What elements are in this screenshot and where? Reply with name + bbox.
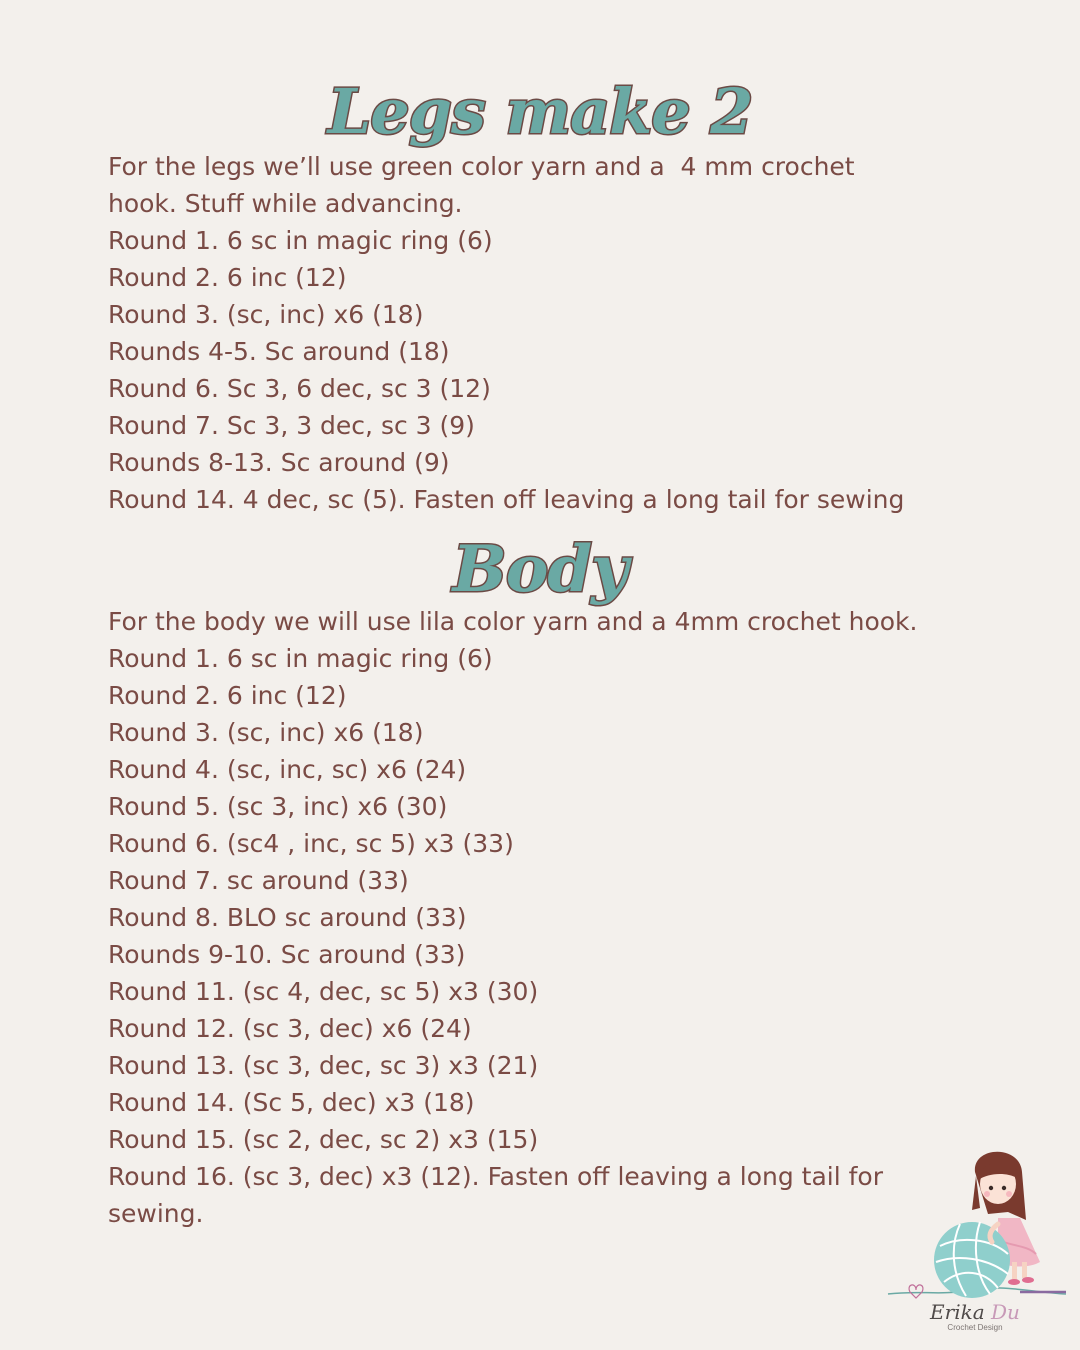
body-line: Round 6. (sc4 , inc, sc 5) x3 (33) [108,829,514,858]
body-instructions [108,603,1008,1232]
body-line: Round 4. (sc, inc, sc) x6 (24) [108,755,467,784]
legs-line: Round 2. 6 inc (12) [108,263,347,292]
legs-instructions [108,148,1008,518]
legs-line: Round 1. 6 sc in magic ring (6) [108,226,493,255]
girl-with-yarn-ball-icon [880,1150,1070,1300]
body-line: Round 12. (sc 3, dec) x6 (24) [108,1014,472,1043]
legs-line: Round 3. (sc, inc) x6 (18) [108,300,424,329]
body-line: Round 1. 6 sc in magic ring (6) [108,644,493,673]
brand-logo [880,1150,1070,1340]
body-line: Round 13. (sc 3, dec, sc 3) x3 (21) [108,1051,539,1080]
body-line: Round 8. BLO sc around (33) [108,903,467,932]
body-line: For the body we will use lila color yarn and a 4mm crochet hook. [108,607,918,636]
brand-tagline: Crochet Design [947,1323,1003,1332]
body-line: Round 14. (Sc 5, dec) x3 (18) [108,1088,475,1117]
brand-name-first: Erika [930,1300,985,1324]
legs-line: Rounds 8-13. Sc around (9) [108,448,450,477]
body-line: Round 5. (sc 3, inc) x6 (30) [108,792,448,821]
legs-line: Round 7. Sc 3, 3 dec, sc 3 (9) [108,411,475,440]
body-line: Rounds 9-10. Sc around (33) [108,940,466,969]
legs-line: For the legs we’ll use green color yarn and a 4 mm crochet [108,152,855,181]
body-line: Round 3. (sc, inc) x6 (18) [108,718,424,747]
brand-name-last: Du [991,1300,1020,1324]
body-heading: Body [452,532,628,607]
body-line: Round 15. (sc 2, dec, sc 2) x3 (15) [108,1125,539,1154]
brand-name [880,1300,1070,1324]
legs-line: Round 6. Sc 3, 6 dec, sc 3 (12) [108,374,491,403]
body-line: Round 2. 6 inc (12) [108,681,347,710]
body-line: Round 11. (sc 4, dec, sc 5) x3 (30) [108,977,539,1006]
body-line: Round 16. (sc 3, dec) x3 (12). Fasten off leaving a long tail for [108,1162,883,1191]
legs-line: Round 14. 4 dec, sc (5). Fasten off leaving a long tail for sewing [108,485,905,514]
legs-line: hook. Stuff while advancing. [108,189,463,218]
legs-line: Rounds 4-5. Sc around (18) [108,337,450,366]
legs-heading: Legs make 2 [327,75,753,148]
body-line: sewing. [108,1199,204,1228]
body-line: Round 7. sc around (33) [108,866,409,895]
